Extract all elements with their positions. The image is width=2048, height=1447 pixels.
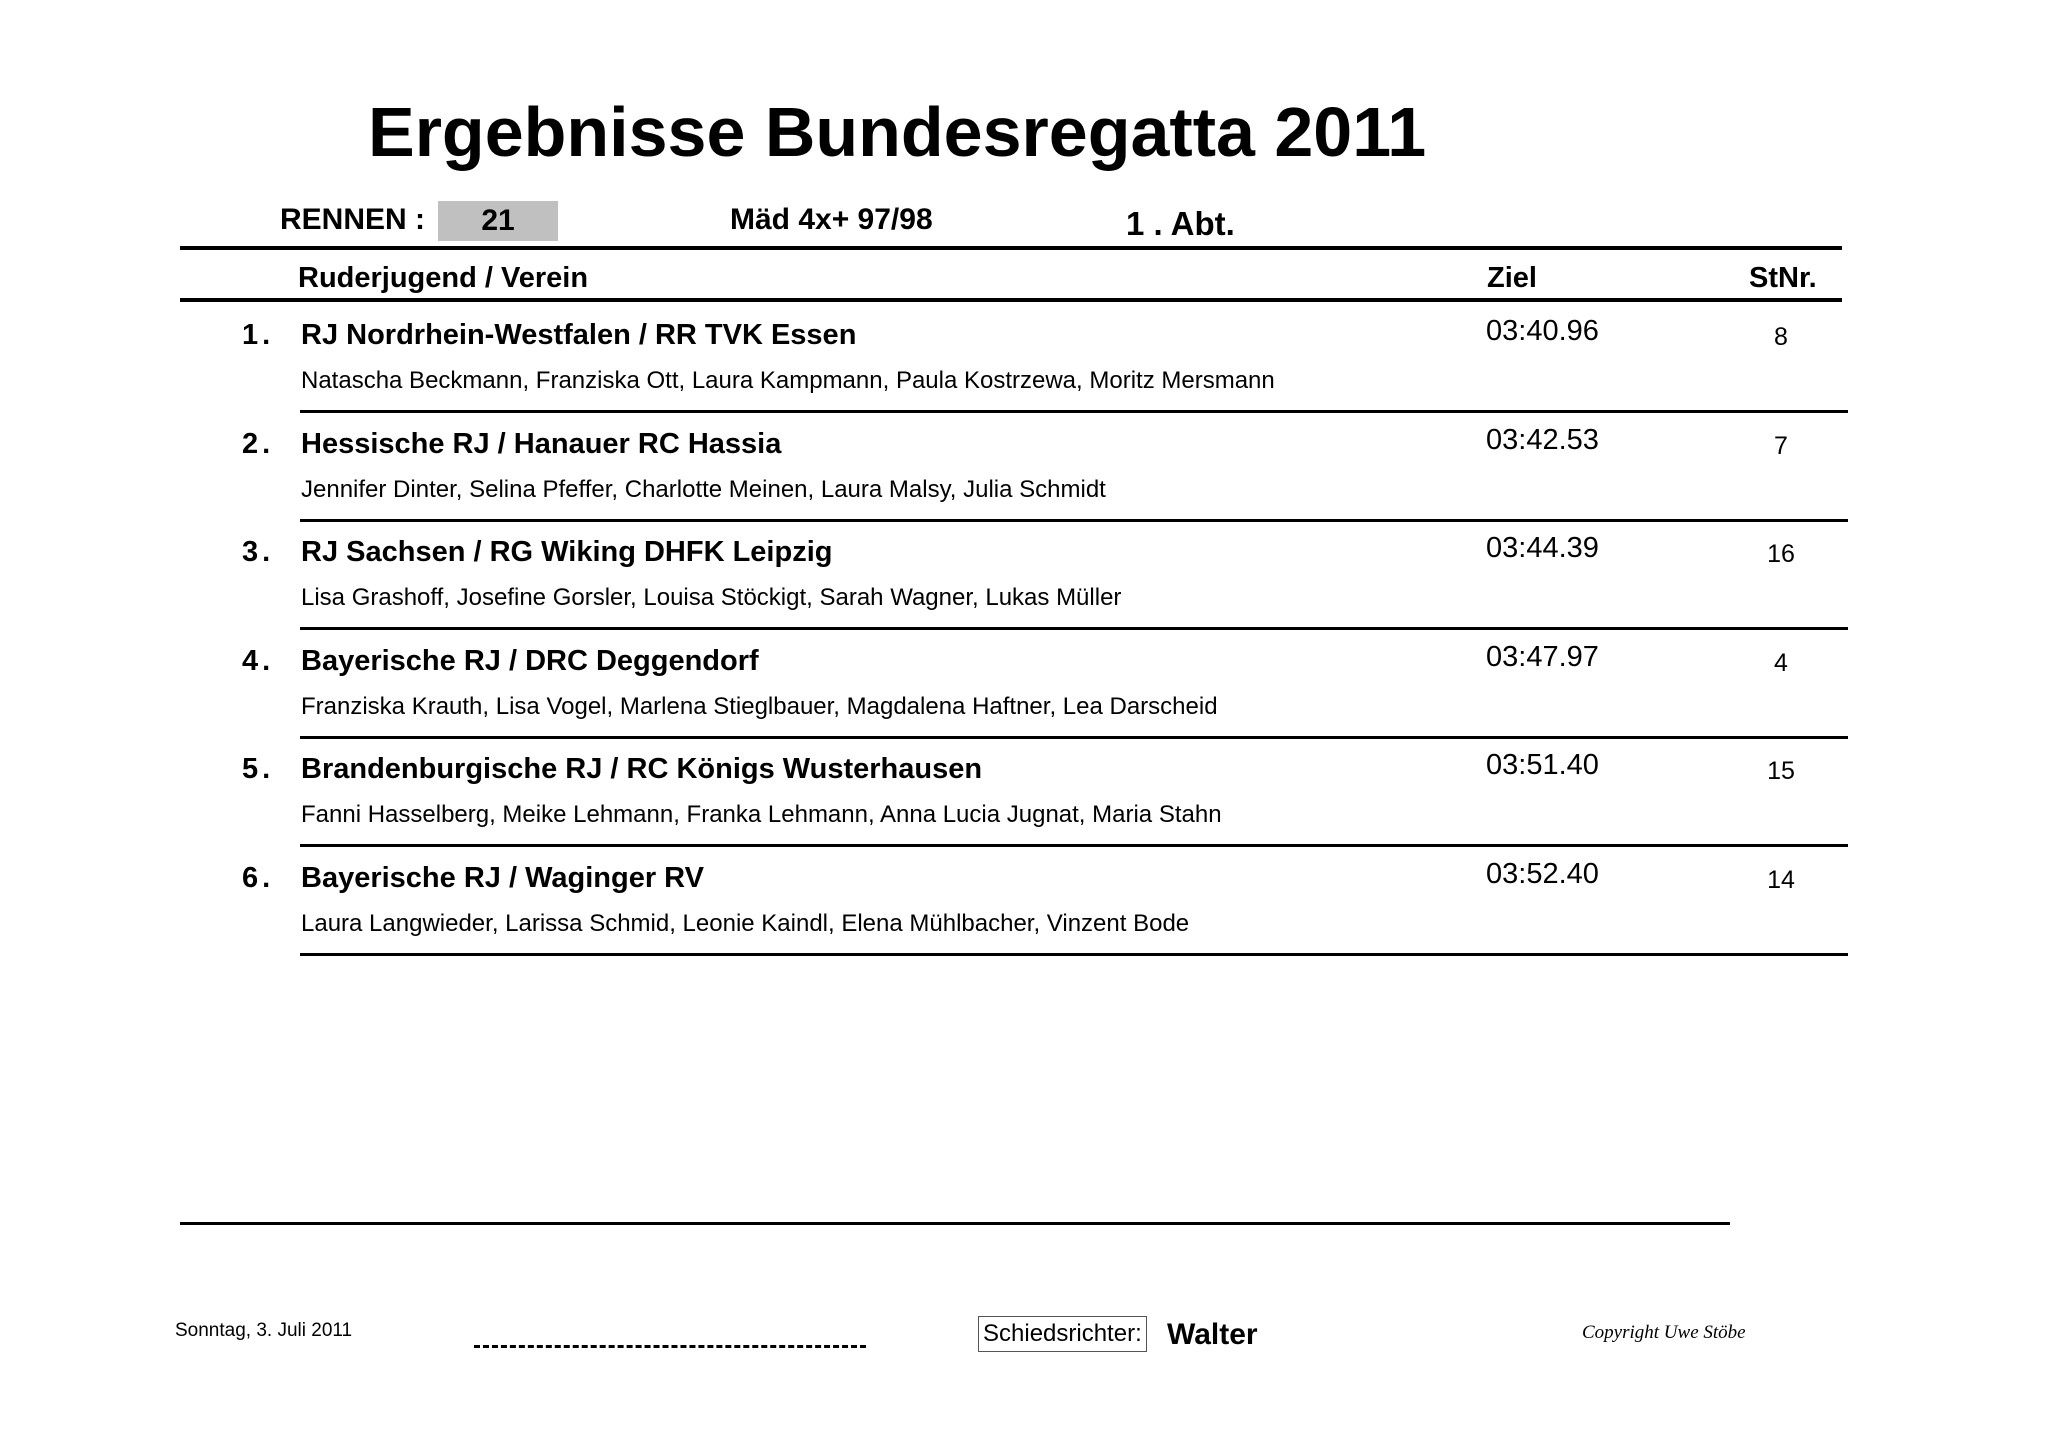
result-club: Hessische RJ / Hanauer RC Hassia [301,428,782,460]
result-finish-time: 03:42.53 [1486,424,1599,456]
copyright-notice: Copyright Uwe Stöbe [1582,1322,1746,1343]
boat-class: Mäd 4x+ 97/98 [730,203,933,236]
result-finish-time: 03:40.96 [1486,315,1599,347]
column-header-start-number: StNr. [1749,262,1817,294]
header-top-rule [180,246,1842,250]
race-label: RENNEN : [280,203,426,236]
signature-line [474,1345,866,1348]
result-rank: 6. [242,862,275,894]
result-rank: 2. [242,428,275,460]
result-finish-time: 03:47.97 [1486,641,1599,673]
result-crew: Natascha Beckmann, Franziska Ott, Laura Kampmann, Paula Kostrzewa, Moritz Mersmann [301,367,1275,394]
result-club: Brandenburgische RJ / RC Königs Wusterhausen [301,753,983,785]
result-crew: Fanni Hasselberg, Meike Lehmann, Franka Lehmann, Anna Lucia Jugnat, Maria Stahn [301,801,1222,828]
result-rank: 3. [242,536,275,568]
result-divider [300,627,1848,630]
result-start-number: 15 [1767,757,1795,785]
result-crew: Laura Langwieder, Larissa Schmid, Leonie Kaindl, Elena Mühlbacher, Vinzent Bode [301,910,1190,937]
result-club: Bayerische RJ / DRC Deggendorf [301,645,759,677]
result-start-number: 7 [1774,432,1788,460]
column-header-finish: Ziel [1487,262,1537,294]
result-crew: Franziska Krauth, Lisa Vogel, Marlena Stieglbauer, Magdalena Haftner, Lea Darscheid [301,693,1218,720]
race-number-box: 21 [438,201,558,241]
judge-name: Walter [1167,1318,1258,1351]
result-rank: 4. [242,645,275,677]
result-finish-time: 03:52.40 [1486,858,1599,890]
result-divider [300,953,1848,956]
result-divider [300,844,1848,847]
page-title: Ergebnisse Bundesregatta 2011 [368,93,1427,171]
result-start-number: 8 [1774,323,1788,351]
event-date: Sonntag, 3. Juli 2011 [175,1320,353,1341]
result-divider [300,410,1848,413]
result-entry [0,641,2048,753]
result-crew: Jennifer Dinter, Selina Pfeffer, Charlotte Meinen, Laura Malsy, Julia Schmidt [301,476,1106,503]
result-finish-time: 03:44.39 [1486,532,1599,564]
result-entry [0,749,2048,861]
judge-label: Schiedsrichter: [978,1316,1147,1352]
result-club: RJ Nordrhein-Westfalen / RR TVK Essen [301,319,857,351]
division-label: 1 . Abt. [1126,205,1235,242]
footer-rule [180,1222,1730,1225]
result-start-number: 16 [1767,540,1795,568]
result-rank: 1. [242,319,275,351]
result-start-number: 4 [1774,649,1788,677]
result-divider [300,519,1848,522]
result-entry [0,532,2048,644]
result-entry [0,858,2048,970]
column-header-club: Ruderjugend / Verein [298,262,589,294]
result-club: Bayerische RJ / Waginger RV [301,862,704,894]
result-crew: Lisa Grashoff, Josefine Gorsler, Louisa Stöckigt, Sarah Wagner, Lukas Müller [301,584,1122,611]
result-club: RJ Sachsen / RG Wiking DHFK Leipzig [301,536,833,568]
header-bottom-rule [180,298,1842,302]
result-entry [0,315,2048,427]
result-divider [300,736,1848,739]
result-finish-time: 03:51.40 [1486,749,1599,781]
result-entry [0,424,2048,536]
result-rank: 5. [242,753,275,785]
result-start-number: 14 [1767,866,1795,894]
